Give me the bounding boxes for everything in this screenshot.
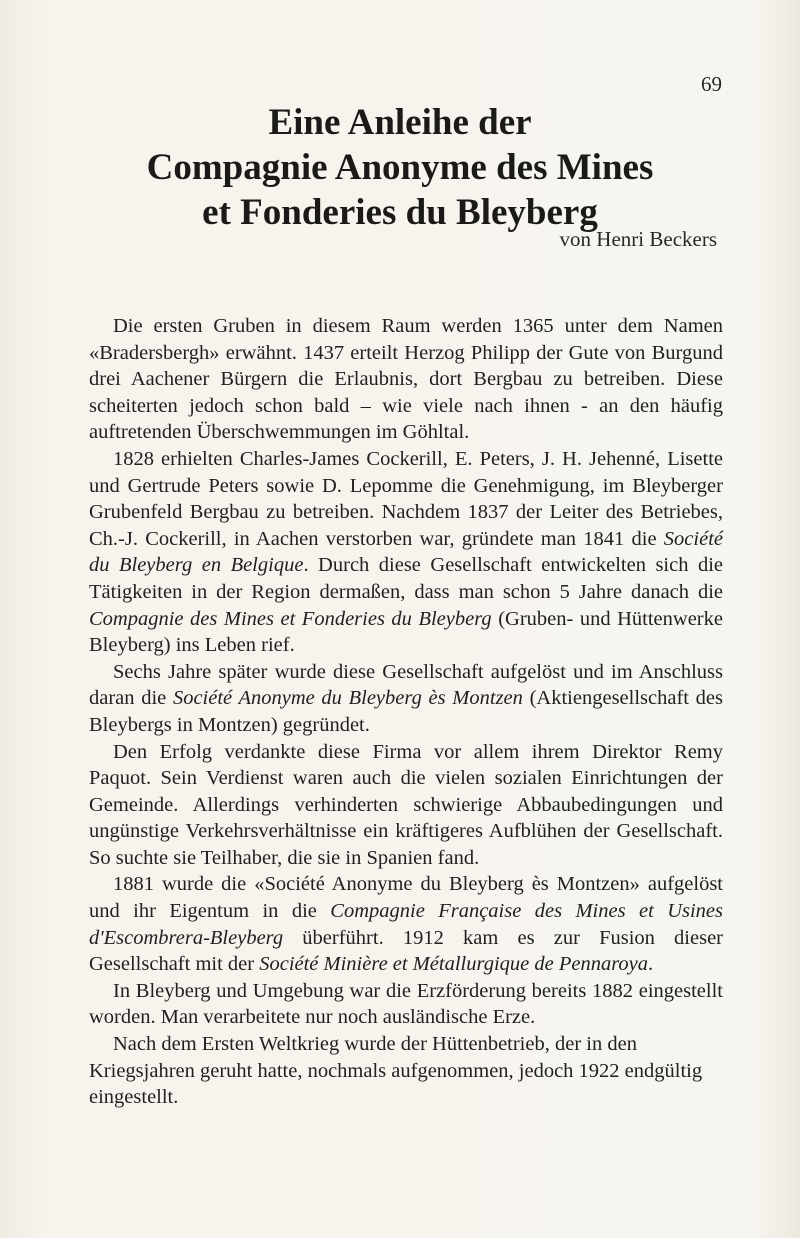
title-line-2: Compagnie Anonyme des Mines [146, 147, 654, 188]
paragraph-5 [89, 871, 723, 977]
paragraph-2 [89, 446, 723, 659]
paragraph-2-italic-1: Société du Bleyberg en Belgique [89, 527, 723, 577]
article-title [0, 100, 800, 235]
paragraph-3 [89, 659, 723, 739]
paragraph-4: Den Erfolg verdankte diese Firma vor allem ihrem Direktor Remy Paquot. Sein Verdienst waren auch die vielen sozialen Einrichtungen der Gemeinde. Allerdings verhinderten schwierige Abbaubedingungen und ungünstige Verkehrsverhältnisse ein kräftigeres Aufblühen der Gesellschaft. So suchte sie Teilhaber, die sie in Spanien fand. [89, 740, 723, 869]
paragraph-5-text-1: 1881 wurde die «Société Anonyme du Bleyberg ès Montzen» aufgelöst und ihr Eigentum in die [89, 873, 723, 923]
paragraph-6: In Bleyberg und Umgebung war die Erzförderung bereits 1882 eingestellt worden. Man verarbeitete nur noch ausländische Erze. [89, 979, 723, 1029]
paragraph-5-italic-1: Compagnie Française des Mines et Usines d'Escombrera-Bleyberg [89, 900, 723, 949]
paragraph-2-text-2: . Durch diese Gesellschaft entwickelten sich die Tätigkeiten in der Region dermaßen, dass man schon 5 Jahre danach die [89, 554, 724, 603]
title-line-3: et Fonderies du Bleyberg [202, 192, 598, 233]
paragraph-1: Die ersten Gruben in diesem Raum werden 1365 unter dem Namen «Bradersbergh» erwähnt. 1437 erteilt Herzog Philipp der Gute von Burgund drei Aachener Bürgern die Erlaubnis, dort Bergbau zu betreiben. Diese scheiterten jedoch schon bald – wie viele nach ihnen - an den häufig auftretenden Überschwemmungen im Göhltal. [89, 315, 723, 444]
article-body [89, 313, 723, 1111]
paragraph-7: Nach dem Ersten Weltkrieg wurde der Hüttenbetrieb, der in den Kriegsjahren geruht hatte, nochmals aufgenommen, jedoch 1922 endgültig eingestellt. [89, 1033, 703, 1109]
author-byline: von Henri Beckers [559, 227, 717, 251]
paragraph-2-text-3: (Gruben- und Hüttenwerke Bleyberg) ins Leben rief. [89, 607, 723, 657]
paragraph-3-italic-1: Société Anonyme du Bleyberg ès Montzen [172, 687, 523, 710]
paragraph-2-italic-2: Compagnie des Mines et Fonderies du Bleyberg [89, 607, 492, 630]
paragraph-3-text-1: Sechs Jahre später wurde diese Gesellschaft aufgelöst und im Anschluss daran die [89, 660, 723, 710]
title-line-1: Eine Anleihe der [268, 102, 532, 143]
page-number: 69 [701, 72, 722, 96]
paragraph-5-text-3: . [648, 953, 654, 976]
paragraph-5-text-2: überführt. 1912 kam es zur Fusion dieser Gesellschaft mit der [89, 926, 723, 976]
paragraph-2-text-1: 1828 erhielten Charles-James Cockerill, E. Peters, J. H. Jehenné, Lisette und Gertrude Peters sowie D. Lepomme die Genehmigung, im Bleyberger Grubenfeld Bergbau zu betreiben. Nachdem 1837 der Leiter des Betriebes, Ch.-J. Cockerill, in Aachen verstorben war, gründete man 1841 die [89, 447, 723, 550]
paragraph-3-text-2: (Aktiengesellschaft des Bleybergs in Montzen) gegründet. [89, 687, 723, 736]
paragraph-5-italic-2: Société Minière et Métallurgique de Pennaroya [259, 953, 649, 976]
